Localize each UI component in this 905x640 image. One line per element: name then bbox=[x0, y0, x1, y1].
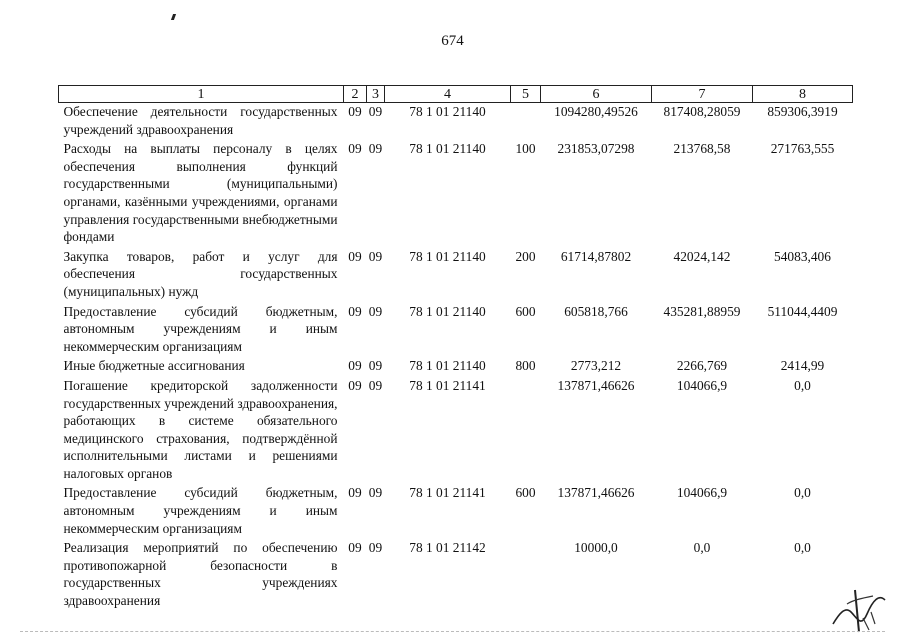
row-expense-type bbox=[511, 377, 541, 485]
row-amount-6: 231853,07298 bbox=[557, 141, 635, 157]
table-row bbox=[59, 539, 853, 611]
row-amount-8: 54083,406 bbox=[774, 248, 831, 264]
row-section: 09 bbox=[348, 377, 362, 393]
row-amount-8: 511044,4409 bbox=[767, 303, 838, 319]
row-amount-8: 2414,99 bbox=[780, 358, 825, 374]
column-header-6: 6 bbox=[541, 86, 652, 103]
table-row bbox=[59, 103, 853, 141]
row-name: Иные бюджетные ассигнования bbox=[63, 358, 245, 374]
row-amount-6: 137871,46626 bbox=[557, 377, 635, 393]
row-expense-type bbox=[511, 539, 541, 611]
row-name: Предоставление субсидий бюджетным, автономным учреждениям и иным некоммерческим организациям bbox=[63, 303, 338, 354]
row-expense-type: 200 bbox=[515, 248, 536, 264]
row-subsection: 09 bbox=[368, 485, 383, 501]
column-header-5: 5 bbox=[511, 86, 541, 103]
column-header-4: 4 bbox=[385, 86, 511, 103]
row-name: Предоставление субсидий бюджетным, автономным учреждениям и иным некоммерческим организациям bbox=[63, 485, 338, 536]
table-row bbox=[59, 377, 853, 485]
row-amount-8: 859306,3919 bbox=[767, 104, 838, 119]
row-expense-type: 600 bbox=[515, 485, 536, 501]
table-row bbox=[59, 248, 853, 303]
table-row bbox=[59, 484, 853, 539]
row-section: 09 bbox=[348, 303, 362, 319]
row-subsection: 09 bbox=[368, 303, 383, 319]
row-subsection: 09 bbox=[368, 104, 383, 119]
row-target-code: 78 1 01 21140 bbox=[409, 141, 486, 157]
row-target-code: 78 1 01 21141 bbox=[409, 377, 486, 393]
row-subsection: 09 bbox=[368, 377, 383, 393]
row-section: 09 bbox=[348, 358, 362, 374]
row-section: 09 bbox=[348, 104, 362, 119]
row-amount-6: 2773,212 bbox=[570, 358, 622, 374]
column-header-1: 1 bbox=[59, 86, 344, 103]
row-amount-8: 0,0 bbox=[794, 377, 811, 393]
row-amount-7: 42024,142 bbox=[673, 248, 731, 264]
row-section: 09 bbox=[348, 141, 362, 157]
row-expense-type: 800 bbox=[515, 358, 536, 374]
column-header-8: 8 bbox=[753, 86, 853, 103]
row-section: 09 bbox=[348, 540, 362, 556]
row-amount-7: 104066,9 bbox=[676, 377, 728, 393]
row-amount-8: 0,0 bbox=[794, 540, 811, 556]
scan-mark bbox=[171, 14, 176, 20]
row-target-code: 78 1 01 21142 bbox=[409, 540, 486, 556]
row-target-code: 78 1 01 21140 bbox=[409, 104, 486, 119]
row-amount-6: 605818,766 bbox=[564, 303, 628, 319]
row-section: 09 bbox=[348, 248, 362, 264]
row-amount-6: 61714,87802 bbox=[560, 248, 632, 264]
column-header-3: 3 bbox=[367, 86, 385, 103]
row-amount-6: 1094280,49526 bbox=[554, 104, 638, 119]
row-name: Закупка товаров, работ и услуг для обеспечения государственных (муниципальных) нужд bbox=[63, 248, 338, 299]
row-name: Расходы на выплаты персоналу в целях обеспечения выполнения функций государственными (муниципальными) органами, казёнными учреждениями, органами управления государственными внебюджетными фондами bbox=[63, 141, 338, 245]
row-amount-7: 817408,28059 bbox=[663, 104, 741, 119]
table-row bbox=[59, 303, 853, 358]
page-bottom-edge bbox=[20, 631, 885, 632]
row-subsection: 09 bbox=[368, 358, 383, 374]
row-expense-type bbox=[511, 103, 541, 141]
row-target-code: 78 1 01 21141 bbox=[409, 485, 486, 501]
row-amount-6: 137871,46626 bbox=[557, 485, 635, 501]
row-amount-7: 2266,769 bbox=[676, 358, 728, 374]
row-target-code: 78 1 01 21140 bbox=[409, 358, 486, 374]
row-subsection: 09 bbox=[368, 248, 383, 264]
row-subsection: 09 bbox=[368, 540, 383, 556]
row-amount-8: 0,0 bbox=[794, 485, 811, 501]
row-amount-7: 213768,58 bbox=[673, 141, 731, 157]
row-amount-7: 0,0 bbox=[693, 540, 711, 556]
page-number: 674 bbox=[441, 33, 464, 49]
column-header-2: 2 bbox=[344, 86, 367, 103]
table-row bbox=[59, 140, 853, 248]
row-target-code: 78 1 01 21140 bbox=[409, 248, 486, 264]
signature-scribble bbox=[827, 584, 891, 634]
header-row bbox=[59, 86, 853, 103]
row-expense-type: 600 bbox=[515, 303, 536, 319]
row-expense-type: 100 bbox=[515, 141, 536, 157]
column-header-7: 7 bbox=[652, 86, 753, 103]
row-subsection: 09 bbox=[368, 141, 383, 157]
row-amount-8: 271763,555 bbox=[770, 141, 835, 157]
row-name: Погашение кредиторской задолженности государственных учреждений здравоохранения, работающих в системе обязательного медицинского страхования, подтверждённой исполнительными листами и решениями налоговых органов bbox=[63, 377, 338, 481]
budget-table bbox=[58, 85, 853, 612]
row-target-code: 78 1 01 21140 bbox=[409, 303, 486, 319]
row-amount-7: 435281,88959 bbox=[663, 303, 741, 319]
row-name: Реализация мероприятий по обеспечению противопожарной безопасности в государственных учреждениях здравоохранения bbox=[63, 540, 338, 609]
row-name: Обеспечение деятельности государственных учреждений здравоохранения bbox=[63, 104, 338, 137]
row-section: 09 bbox=[348, 485, 362, 501]
row-amount-6: 10000,0 bbox=[574, 540, 618, 556]
table-row bbox=[59, 357, 853, 377]
row-amount-7: 104066,9 bbox=[676, 485, 728, 501]
